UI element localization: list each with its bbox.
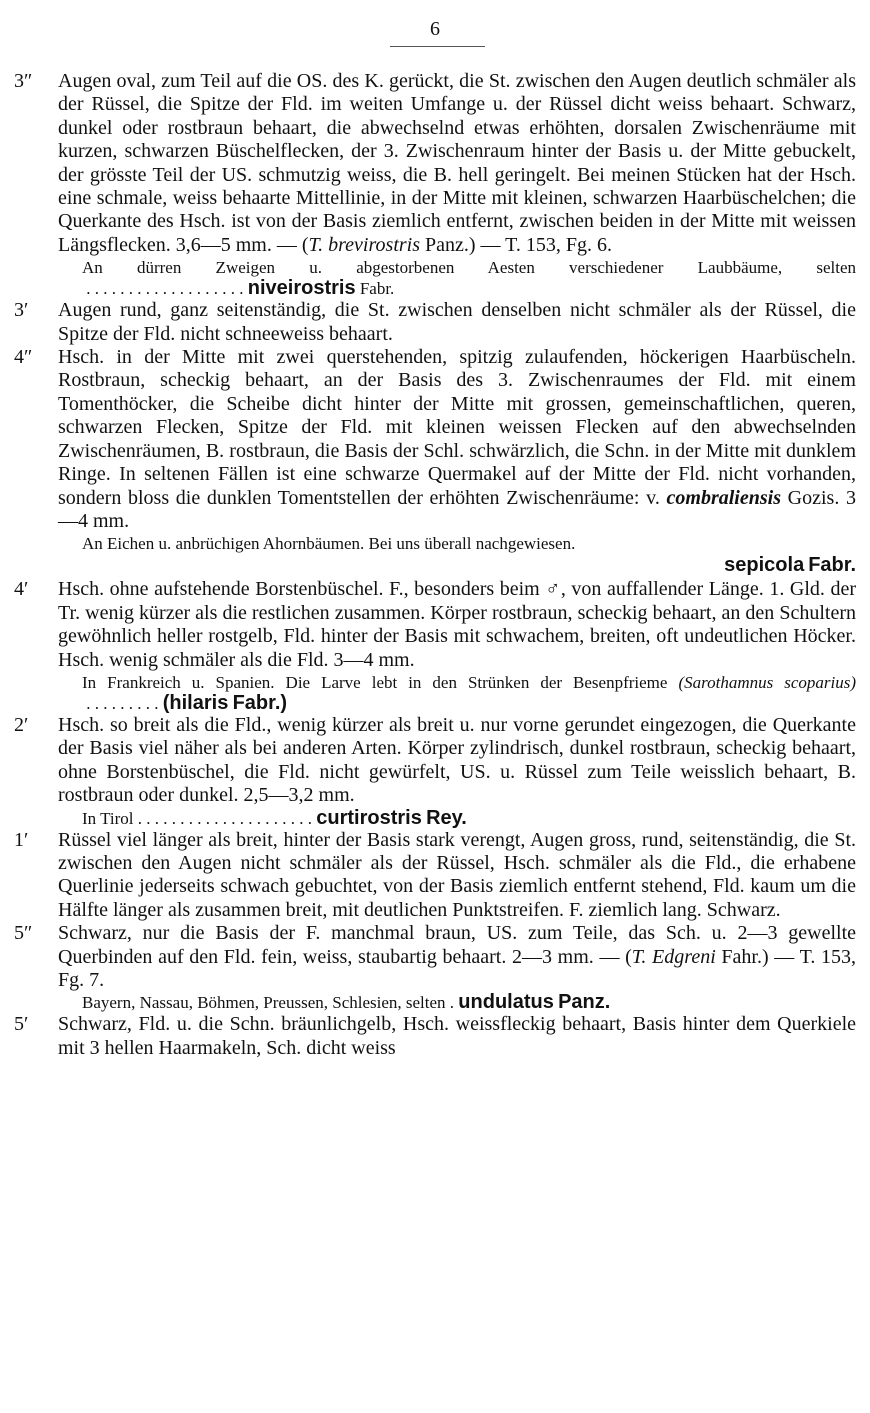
species-name: curtirostris [316, 806, 422, 829]
entry-number: 3″ [14, 70, 33, 92]
entry-number: 1′ [14, 828, 29, 851]
species-name: (hilaris [162, 691, 229, 714]
entry-number: 4″ [14, 346, 33, 369]
locality-text: In Tirol . . . . . . . . . . . . . . . . . . . . . curtirostris Rey. [82, 806, 467, 829]
locality-text: An dürren Zweigen u. abgestorbenen Aesten verschiedener Laubbäume, selten . . . . . . . . . . . . . . . . . . . niveirostris Fabr. [82, 258, 856, 300]
header-rule [390, 46, 485, 47]
locality-text: Bayern, Nassau, Böhmen, Preussen, Schlesien, selten . undulatus Panz. [82, 991, 611, 1014]
entry-text: Schwarz, Fld. u. die Schn. bräunlichgelb, Hsch. weissfleckig behaart, Basis hinter dem Querkiele mit 3 hellen Haarmakeln, Sch. dicht weiss [58, 1013, 856, 1059]
page-number: 6 [430, 18, 440, 40]
synonym-name: T. brevirostris [308, 233, 420, 256]
entry-text: Hsch. ohne aufstehende Borstenbüschel. F., besonders beim ♂, von auffallender Länge. 1. Gld. der Tr. wenig kürzer als die restlichen zusammen. Körper rostbraun, scheckig behaart, an den Schultern gewöhnlich heller rostgelb, Fld. hinter der Basis mit schwachem, breiten, oft undeutlichen Höcker. Hsch. wenig schmäler als die Fld. 3—4 mm. [58, 578, 856, 671]
entry-text: Hsch. so breit als die Fld., wenig kürzer als breit u. nur vorne gerundet eingezogen, die Querkante der Basis viel näher als bei anderen Arten. Körper zylindrisch, dunkel rostbraun, scheckig behaart, ohne Borstenbüschel, die Fld. nicht gewürfelt, US. u. Rüssel zum Teile weisslich behaart, B. rostbraun oder dunkel. 2,5—3,2 mm. [58, 713, 856, 807]
variety-rest: Gozis. 3—4 mm. [58, 486, 856, 532]
key-entry [0, 829, 870, 923]
entry-number: 3′ [14, 299, 29, 322]
entry-text: Rüssel viel länger als breit, hinter der Basis stark verengt, Augen gross, rund, seitenständig, die St. zwischen den Augen nicht schmäler als der Rüssel, Hsch. schmäler als die Fld., die erhabene Querlinie jederseits schwach gebuchtet, von der Basis ziemlich entfernt stehend, Fld. kaum um die Hälfte länger als zusammen breit, mit deutlichen Punktstreifen. F. ziemlich lang. Schwarz. [58, 828, 856, 921]
locality-text: In Frankreich u. Spanien. Die Larve lebt in den Strünken der Besenpfrieme (Sarothamnus scoparius) . . . . . . . . . (hilaris Fabr.) [82, 672, 856, 714]
key-entry [0, 578, 870, 672]
entry-text: Augen oval, zum Teil auf die OS. des K. gerückt, die St. zwischen den Augen deutlich schmäler als der Rüssel, die Spitze der Fld. im weiten Umfange u. der Rüssel dicht weiss behaart. Schwarz, dunkel oder rostbraun behaart, die abwechselnd etwas erhöhten, dorsalen Zwischenräume mit kurzen, schwarzen Büschelflecken, der 3. Zwischenraum hinter der Basis u. der Mitte gebuckelt, der grösste Teil der US. schmutzig weiss, die B. hell geringelt. Bei meinen Stücken hat der Hsch. eine schmale, weiss behaarte Mittellinie, in der Mitte mit kleinen, schwarzen Haarbüschelchen; die Querkante des Hsch. ist von der Basis ziemlich entfernt, zwischen beiden in der Mitte mit weissen Längsflecken. 3,6—5 mm. — ( [58, 70, 856, 256]
key-entry [0, 70, 870, 257]
species-author: Panz. [558, 991, 611, 1014]
entry-text: Augen rund, ganz seitenständig, die St. zwischen denselben nicht schmäler als der Rüssel, die Spitze der Fld. nicht schneeweiss behaart. [58, 299, 856, 345]
species-line [0, 554, 870, 578]
synonym-rest: Fahr.) — T. 153, Fg. 7. [58, 945, 856, 991]
entry-number: 4′ [14, 578, 29, 601]
species-author: Fabr. [359, 279, 395, 299]
entry-text: Hsch. in der Mitte mit zwei querstehenden, spitzig zulaufenden, höckerigen Haarbüscheln. Rostbraun, scheckig behaart, an der Basis des 3. Zwischenraumes der Fld. mit einem Tomenthöcker, die Scheibe dicht hinter der Mitte mit grossen, gemeinschaftlichen, queren, schwarzen Flecken, Spitze der Fld. mit kleinen weissen Flecken auf den abwechselnden Zwischenräumen, B. rostbraun, die Basis der Schl. schwärzlich, die Schn. in der Mitte mit dunklem Ringe. In seltenen Fällen ist eine schwarze Quermakel auf der Mitte der Fld. nicht vorhanden, sondern bloss die dunklen Tomentstellen der erhöhten Zwischenräume: v. [58, 346, 856, 509]
locality-text: An Eichen u. anbrüchigen Ahornbäumen. Bei uns überall nachgewiesen. [82, 534, 576, 554]
key-entry [0, 346, 870, 533]
species-name: sepicola [724, 554, 805, 577]
key-entry [0, 714, 870, 808]
entry-number: 2′ [14, 713, 29, 736]
synonym-name: T. Edgreni [631, 945, 716, 968]
plant-name: (Sarothamnus scoparius) [678, 672, 856, 692]
entry-number: 5″ [14, 922, 33, 945]
variety-name: combraliensis [666, 486, 781, 509]
species-name: undulatus [458, 991, 554, 1014]
key-entry [0, 1013, 870, 1060]
key-entries [0, 70, 870, 1060]
entry-number: 5′ [14, 1013, 29, 1036]
species-author: Rey. [426, 806, 467, 829]
species-author: Fabr. [808, 554, 856, 577]
key-entry [0, 922, 870, 992]
key-entry [0, 299, 870, 346]
synonym-rest: Panz.) — T. 153, Fg. 6. [420, 233, 613, 256]
species-author: Fabr.) [232, 691, 288, 714]
species-name: niveirostris [247, 277, 356, 300]
entry-text: Schwarz, nur die Basis der F. manchmal braun, US. zum Teile, das Sch. u. 2—3 gewellte Querbinden auf den Fld. fein, weiss, staubartig behaart. 2—3 mm. — ( [58, 922, 856, 968]
